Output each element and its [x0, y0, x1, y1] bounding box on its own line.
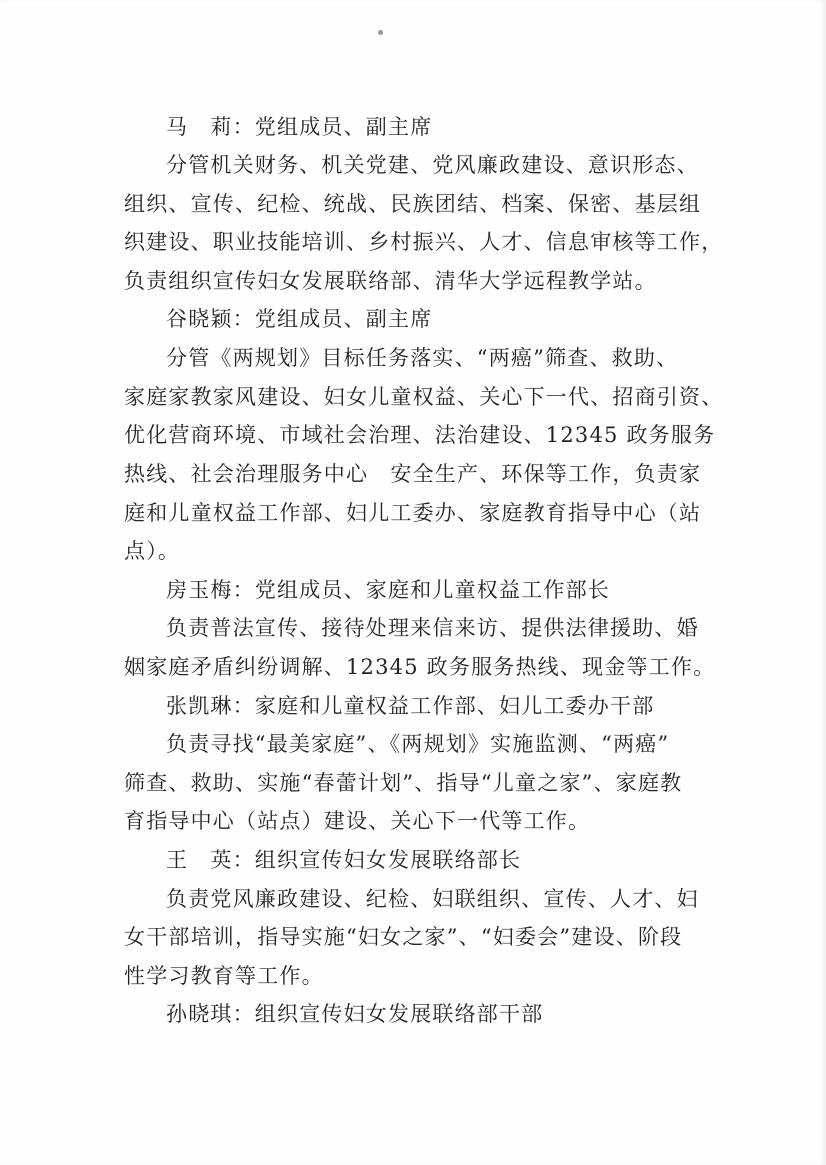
body-line: 负责组织宣传妇女发展联络部、清华大学远程教学站。 [124, 269, 657, 293]
heading-ma-li: 马 莉：党组成员、副主席 [166, 115, 433, 139]
body-line: 筛查、救助、实施“春蕾计划”、指导“儿童之家”、家庭教 [124, 771, 683, 795]
heading-zhang-kailin: 张凯琳：家庭和儿童权益工作部、妇儿工委办干部 [166, 694, 655, 718]
body-line: 育指导中心（站点）建设、关心下一代等工作。 [124, 809, 591, 833]
body-line: 分管机关财务、机关党建、党风廉政建设、意识形态、 [166, 153, 699, 177]
body-line: 负责寻找“最美家庭”、《两规划》实施监测、“两癌” [166, 732, 670, 756]
body-line: 女干部培训，指导实施“妇女之家”、“妇委会”建设、阶段 [124, 925, 683, 949]
heading-fang-yumei: 房玉梅：党组成员、家庭和儿童权益工作部长 [166, 578, 610, 602]
body-line: 组织、宣传、纪检、统战、民族团结、档案、保密、基层组 [124, 192, 702, 216]
body-line: 庭和儿童权益工作部、妇儿工委办、家庭教育指导中心（站 [124, 501, 702, 525]
body-line: 点）。 [124, 539, 181, 563]
body-line: 织建设、职业技能培训、乡村振兴、人才、信息审核等工作， [124, 230, 724, 254]
body-line: 姻家庭矛盾纠纷调解、12345 政务服务热线、现金等工作。 [124, 655, 716, 679]
body-line: 家庭家教家风建设、妇女儿童权益、关心下一代、招商引资、 [124, 385, 724, 409]
body-line: 分管《两规划》目标任务落实、“两癌”筛查、救助、 [166, 346, 679, 370]
scan-speck [378, 30, 383, 35]
heading-sun-xiaoqi: 孙晓琪：组织宣传妇女发展联络部干部 [166, 1002, 544, 1026]
heading-wang-ying: 王 英：组织宣传妇女发展联络部长 [166, 848, 522, 872]
heading-gu-xiaoying: 谷晓颖：党组成员、副主席 [166, 307, 433, 331]
body-line: 优化营商环境、市域社会治理、法治建设、12345 政务服务 [124, 423, 716, 447]
body-line: 负责普法宣传、接待处理来信来访、提供法律援助、婚 [166, 616, 699, 640]
body-line: 负责党风廉政建设、纪检、妇联组织、宣传、人才、妇 [166, 887, 699, 911]
body-line: 热线、社会治理服务中心 安全生产、环保等工作，负责家 [124, 462, 702, 486]
body-line: 性学习教育等工作。 [124, 964, 324, 988]
